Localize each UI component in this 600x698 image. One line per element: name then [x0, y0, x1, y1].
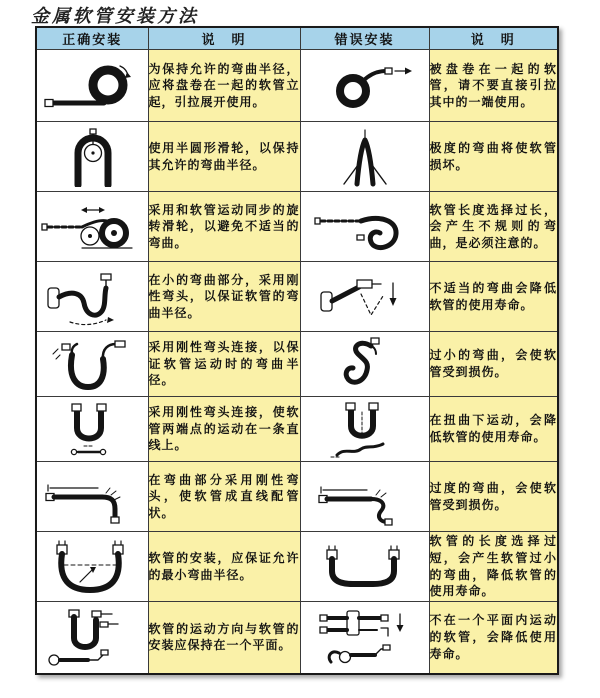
hose-straight-run-with-rigid-elbow-icon: [40, 467, 144, 527]
correct-desc-cell: 采用和软管运动同步的旋转滑轮，以避免不适当的弯曲。: [148, 192, 300, 262]
hose-moving-under-twist-icon: [313, 400, 417, 458]
wrong-image-cell: [300, 602, 429, 674]
correct-image-cell: [36, 50, 148, 122]
hose-motion-out-of-plane-icon: [313, 606, 417, 668]
wrong-image-cell: [300, 462, 429, 532]
hose-too-long-irregular-bend-icon: [313, 197, 417, 257]
wrong-desc-cell: 过小的弯曲，会使软管受到损伤。: [429, 332, 558, 397]
correct-image-cell: [36, 192, 148, 262]
wrong-desc-cell: 软管长度选择过长，会产生不规则的弯曲，是必须注意的。: [429, 192, 558, 262]
table-row: [36, 332, 558, 397]
correct-desc-cell: 采用刚性弯头连接，使软管两端点的运动在一条直线上。: [148, 397, 300, 462]
correct-desc-cell: 在弯曲部分采用刚性弯头，使软管成直线配管状。: [148, 462, 300, 532]
hose-overbent-elbow-icon: [313, 467, 417, 527]
wrong-image-cell: [300, 532, 429, 602]
wrong-image-cell: [300, 397, 429, 462]
correct-image-cell: [36, 122, 148, 192]
hose-minimum-bend-radius-u-icon: [40, 537, 144, 597]
correct-image-cell: [36, 602, 148, 674]
correct-desc-cell: 软管的运动方向与软管的安装应保持在一个平面。: [148, 602, 300, 674]
hose-too-short-flat-u-icon: [313, 537, 417, 597]
hose-ends-moving-in-straight-line-icon: [40, 400, 144, 458]
header-row: [36, 27, 558, 50]
hose-bend-too-small-curl-icon: [313, 335, 417, 393]
wrong-image-cell: [300, 262, 429, 332]
wrong-desc-cell: 在扭曲下运动，会降低软管的使用寿命。: [429, 397, 558, 462]
header-correct-install: 正确安装: [36, 27, 148, 50]
wrong-desc-cell: 不适当的弯曲会降低软管的使用寿命。: [429, 262, 558, 332]
wrong-desc-cell: 被盘卷在一起的软管，请不要直接引拉其中的一端使用。: [429, 50, 558, 122]
wrong-image-cell: [300, 192, 429, 262]
wrong-image-cell: [300, 122, 429, 192]
hose-extreme-sharp-bend-icon: [313, 127, 417, 187]
table-row: [36, 192, 558, 262]
wrong-desc-cell: 软管的长度选择过短，会产生软管过小的弯曲，降低软管的使用寿命。: [429, 532, 558, 602]
correct-image-cell: [36, 462, 148, 532]
header-wrong-install: 错误安装: [300, 27, 429, 50]
coiled-hose-upright-icon: [40, 56, 144, 116]
wrong-image-cell: [300, 50, 429, 122]
header-explanation-2: 说 明: [429, 27, 558, 50]
hose-motion-in-single-plane-icon: [40, 606, 144, 668]
page-title: 金属软管安装方法: [31, 6, 199, 26]
hose-rigid-elbow-at-small-bend-icon: [40, 267, 144, 327]
header-explanation-1: 说 明: [148, 27, 300, 50]
correct-desc-cell: 采用刚性弯头连接，以保证软管运动时的弯曲半径。: [148, 332, 300, 397]
correct-image-cell: [36, 262, 148, 332]
correct-desc-cell: 为保持允许的弯曲半径，应将盘卷在一起的软管立起，引拉展开使用。: [148, 50, 300, 122]
correct-desc-cell: 在小的弯曲部分，采用刚性弯头，以保证软管的弯曲半径。: [148, 262, 300, 332]
installation-method-table: [35, 26, 559, 675]
correct-desc-cell: 软管的安装，应保证允许的最小弯曲半径。: [148, 532, 300, 602]
correct-image-cell: [36, 532, 148, 602]
table-row: [36, 262, 558, 332]
coiled-hose-pulled-from-end-icon: [313, 56, 417, 116]
hose-improper-sharp-angle-icon: [313, 267, 417, 327]
correct-image-cell: [36, 332, 148, 397]
correct-desc-cell: 使用半圆形滑轮，以保持其允许的弯曲半径。: [148, 122, 300, 192]
wrong-desc-cell: 过度的弯曲，会使软管受到损伤。: [429, 462, 558, 532]
correct-image-cell: [36, 397, 148, 462]
table-row: [36, 532, 558, 602]
table-row: [36, 602, 558, 674]
wrong-desc-cell: 极度的弯曲将使软管损坏。: [429, 122, 558, 192]
table-row: [36, 397, 558, 462]
wrong-desc-cell: 不在一个平面内运动的软管，会降低使用寿命。: [429, 602, 558, 674]
table-row: [36, 462, 558, 532]
hose-with-synchronized-rotating-pulley-icon: [40, 197, 144, 257]
hose-on-semicircular-pulley-icon: [40, 127, 144, 187]
table-row: [36, 122, 558, 192]
table-row: [36, 50, 558, 122]
wrong-image-cell: [300, 332, 429, 397]
hose-rigid-elbow-connection-u-shape-icon: [40, 335, 144, 393]
